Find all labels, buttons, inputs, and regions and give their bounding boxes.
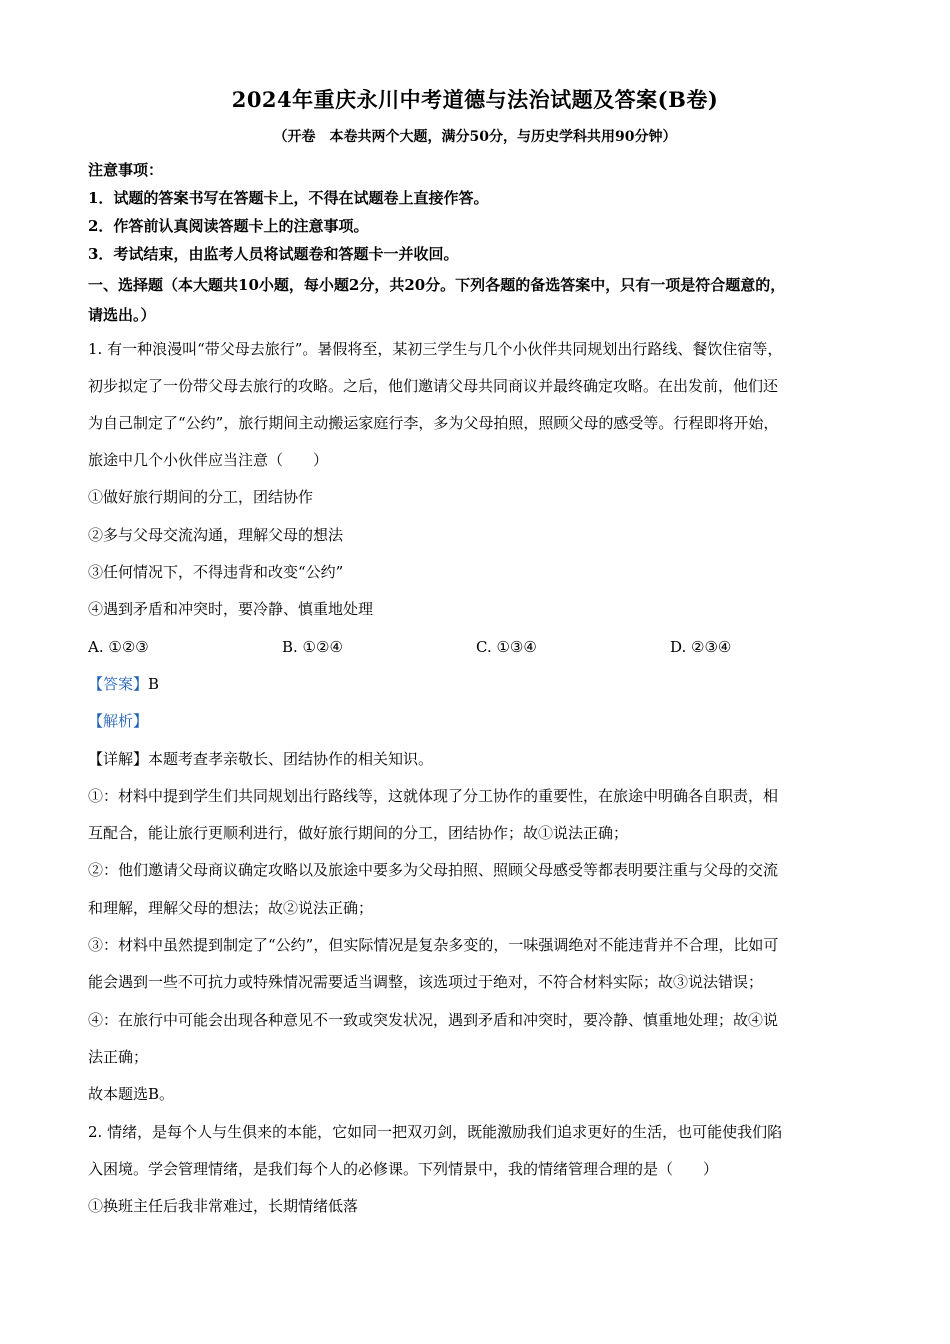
q1-analysis-line — [88, 711, 868, 731]
exam-subtitle: （开卷 本卷共两个大题，满分50分，与历史学科共用90分钟） — [273, 129, 677, 145]
q1-explanation-line-7: ④：在旅行中可能会出现各种意见不一致或突发状况，遇到矛盾和冲突时，要冷静、慎重地处理；故④说 — [88, 1011, 779, 1029]
q1-explanation-line-8: 法正确； — [88, 1048, 149, 1066]
q1-explanation-line-4: 和理解，理解父母的想法；故②说法正确； — [88, 899, 374, 917]
notice-item-2: 2．作答前认真阅读答题卡上的注意事项。 — [88, 217, 369, 235]
q2-item-1: ①换班主任后我非常难过，长期情绪低落 — [88, 1197, 359, 1215]
q1-item-4: ④遇到矛盾和冲突时，要冷静、慎重地处理 — [88, 600, 374, 618]
q1-options-row — [88, 637, 868, 657]
q1-option-c: C. ①③④ — [476, 638, 537, 656]
detail-tag: 【详解】 — [88, 750, 149, 768]
section1-heading-line-1: 一、选择题（本大题共10小题，每小题2分，共20分。下列各题的备选答案中，只有一项是符合题意的， — [88, 276, 786, 294]
q2-stem-line-1: 2. 情绪，是每个人与生俱来的本能，它如同一把双刃剑，既能激励我们追求更好的生活，也可能使我们陷 — [88, 1123, 783, 1141]
q1-stem-line-2: 初步拟定了一份带父母去旅行的攻略。之后，他们邀请父母共同商议并最终确定攻略。在出发前，他们还 — [88, 377, 779, 395]
answer-tag: 【答案】 — [88, 675, 149, 693]
q2-stem-line-2: 入困境。学会管理情绪，是我们每个人的必修课。下列情景中，我的情绪管理合理的是（ ） — [88, 1160, 719, 1178]
q1-item-1: ①做好旅行期间的分工，团结协作 — [88, 488, 314, 506]
detail-text: 本题考查孝亲敬长、团结协作的相关知识。 — [148, 750, 434, 768]
q1-option-a: A. ①②③ — [88, 638, 149, 656]
analysis-tag: 【解析】 — [88, 712, 149, 730]
q1-stem-line-3: 为自己制定了“公约”，旅行期间主动搬运家庭行李，多为父母拍照，照顾父母的感受等。行程即将开始， — [88, 414, 779, 432]
section1-heading-line-2: 请选出。） — [88, 306, 156, 324]
q1-explanation-line-5: ③：材料中虽然提到制定了“公约”，但实际情况是复杂多变的，一味强调绝对不能违背并不合理，比如可 — [88, 936, 779, 954]
q1-explanation-line-6: 能会遇到一些不可抗力或特殊情况需要适当调整，该选项过于绝对，不符合材料实际；故③说法错误； — [88, 973, 764, 991]
exam-title: 2024年重庆永川中考道德与法治试题及答案(B卷) — [231, 87, 719, 112]
q1-answer-line — [88, 674, 868, 694]
q1-explanation-line-1: ①：材料中提到学生们共同规划出行路线等，这就体现了分工协作的重要性，在旅途中明确各自职责，相 — [88, 787, 779, 805]
q1-explanation-line-3: ②：他们邀请父母商议确定攻略以及旅途中要多为父母拍照、照顾父母感受等都表明要注重与父母的交流 — [88, 861, 779, 879]
q1-detail-line — [88, 749, 868, 769]
q1-item-3: ③任何情况下，不得违背和改变“公约” — [88, 563, 344, 581]
q1-stem-line-1: 1. 有一种浪漫叫“带父母去旅行”。暑假将至，某初三学生与几个小伙伴共同规划出行路线、餐饮住宿等， — [88, 340, 783, 358]
notice-item-3: 3．考试结束，由监考人员将试题卷和答题卡一并收回。 — [88, 245, 459, 263]
notice-heading: 注意事项： — [88, 161, 164, 179]
answer-value: B — [148, 675, 160, 693]
q1-explanation-line-2: 互配合，能让旅行更顺利进行，做好旅行期间的分工，团结协作；故①说法正确； — [88, 824, 629, 842]
q1-stem-line-4: 旅途中几个小伙伴应当注意（ ） — [88, 451, 329, 469]
q1-item-2: ②多与父母交流沟通，理解父母的想法 — [88, 526, 344, 544]
notice-item-1: 1．试题的答案书写在答题卡上，不得在试题卷上直接作答。 — [88, 189, 489, 207]
q1-option-b: B. ①②④ — [282, 638, 343, 656]
q1-conclusion: 故本题选B。 — [88, 1085, 175, 1103]
q1-option-d: D. ②③④ — [670, 638, 732, 656]
